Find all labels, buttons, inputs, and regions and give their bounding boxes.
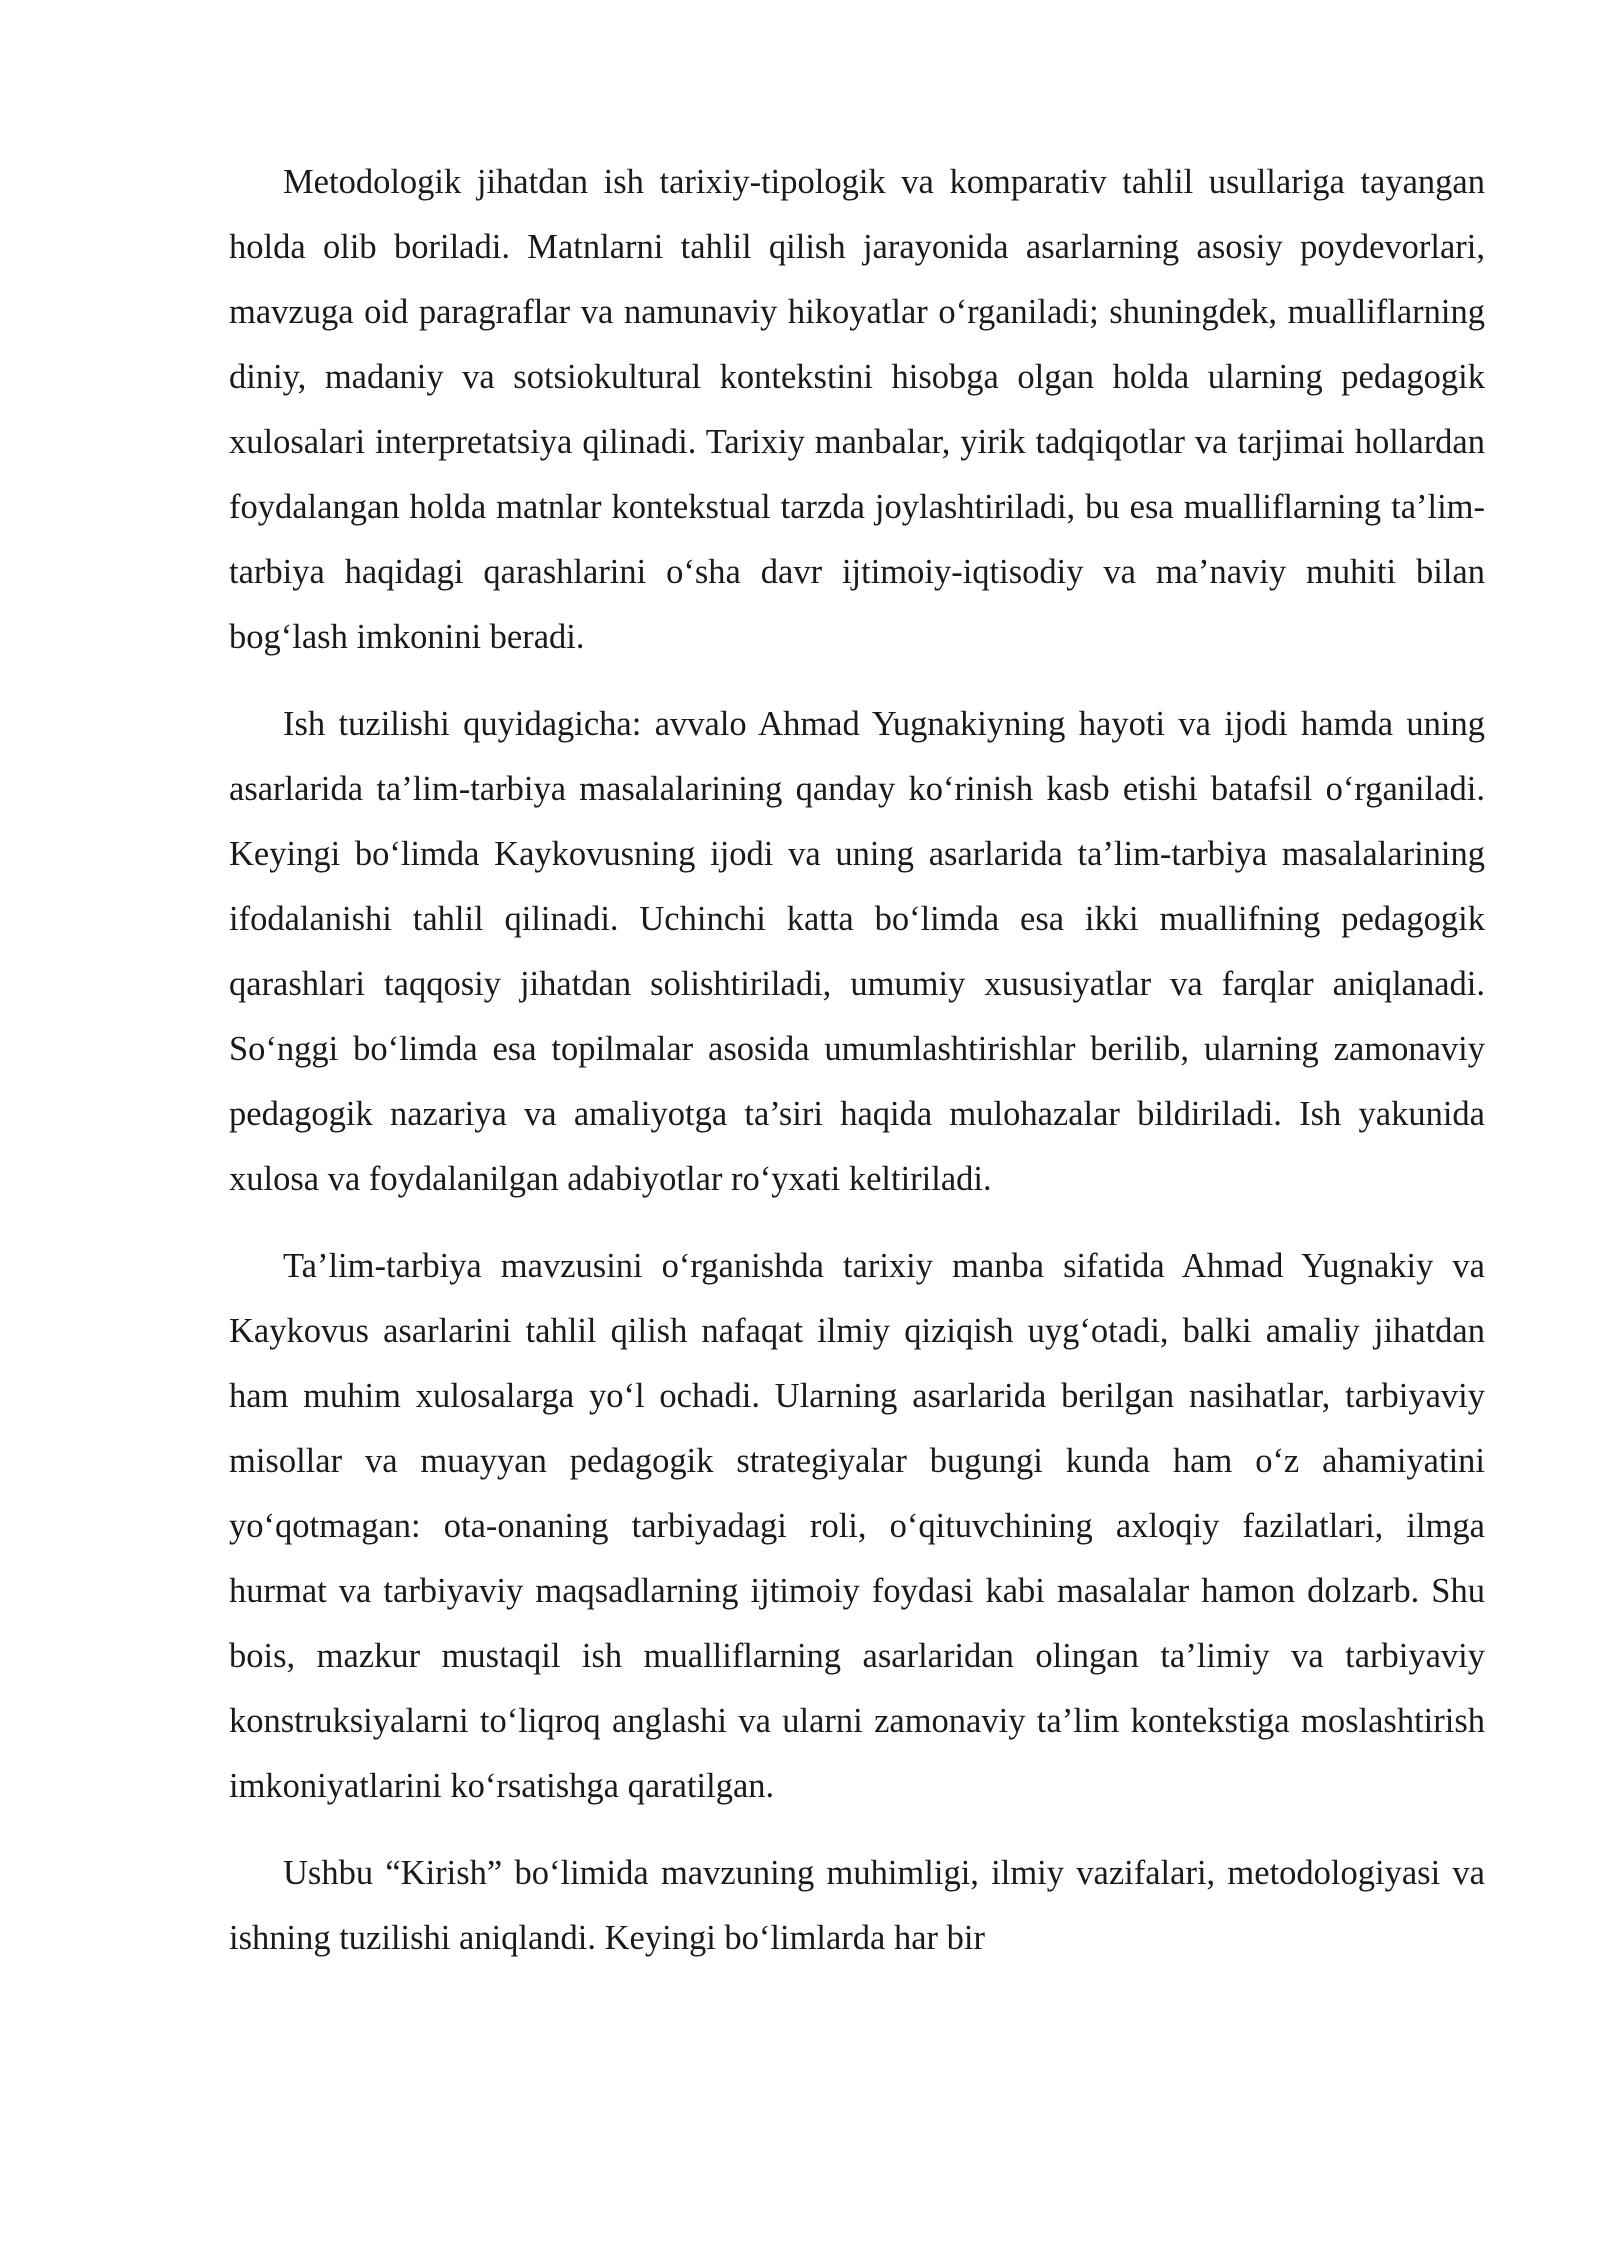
- document-body: [229, 150, 1485, 1993]
- paragraph-significance: Ta’lim-tarbiya mavzusini o‘rganishda tarixiy manba sifatida Ahmad Yugnakiy va Kaykovus asarlarini tahlil qilish nafaqat ilmiy qiziqish uyg‘otadi, balki amaliy jihatdan ham muhim xulosalarga yo‘l ochadi. Ularning asarlarida berilgan nasihatlar, tarbiyaviy misollar va muayyan pedagogik strategiyalar bugungi kunda ham o‘z ahamiyatini yo‘qotmagan: ota-onaning tarbiyadagi roli, o‘qituvchining axloqiy fazilatlari, ilmga hurmat va tarbiyaviy maqsadlarning ijtimoiy foydasi kabi masalalar hamon dolzarb. Shu bois, mazkur mustaqil ish mualliflarning asarlaridan olingan ta’limiy va tarbiyaviy konstruksiyalarni to‘liqroq anglashi va ularni zamonaviy ta’lim kontekstiga moslashtirish imkoniyatlarini ko‘rsatishga qaratilgan.: [229, 1247, 1485, 1805]
- paragraph-introduction-summary: Ushbu “Kirish” bo‘limida mavzuning muhimligi, ilmiy vazifalari, metodologiyasi va ishning tuzilishi aniqlandi. Keyingi bo‘limlarda har bir: [229, 1854, 1485, 1957]
- paragraph-structure: Ish tuzilishi quyidagicha: avvalo Ahmad Yugnakiyning hayoti va ijodi hamda uning asarlarida ta’lim-tarbiya masalalarining qanday ko‘rinish kasb etishi batafsil o‘rganiladi. Keyingi bo‘limda Kaykovusning ijodi va uning asarlarida ta’lim-tarbiya masalalarining ifodalanishi tahlil qilinadi. Uchinchi katta bo‘limda esa ikki muallifning pedagogik qarashlari taqqosiy jihatdan solishtiriladi, umumiy xususiyatlar va farqlar aniqlanadi. So‘nggi bo‘limda esa topilmalar asosida umumlashtirishlar berilib, ularning zamonaviy pedagogik nazariya va amaliyotga ta’siri haqida mulohazalar bildiriladi. Ish yakunida xulosa va foydalanilgan adabiyotlar ro‘yxati keltiriladi.: [229, 705, 1485, 1198]
- paragraph-methodology: Metodologik jihatdan ish tarixiy-tipologik va komparativ tahlil usullariga tayangan holda olib boriladi. Matnlarni tahlil qilish jarayonida asarlarning asosiy poydevorlari, mavzuga oid paragraflar va namunaviy hikoyatlar o‘rganiladi; shuningdek, mualliflarning diniy, madaniy va sotsiokultural kontekstini hisobga olgan holda ularning pedagogik xulosalari interpretatsiya qilinadi. Tarixiy manbalar, yirik tadqiqotlar va tarjimai hollardan foydalangan holda matnlar kontekstual tarzda joylashtiriladi, bu esa mualliflarning ta’lim-tarbiya haqidagi qarashlarini o‘sha davr ijtimoiy-iqtisodiy va ma’naviy muhiti bilan bog‘lash imkonini beradi.: [229, 163, 1485, 656]
